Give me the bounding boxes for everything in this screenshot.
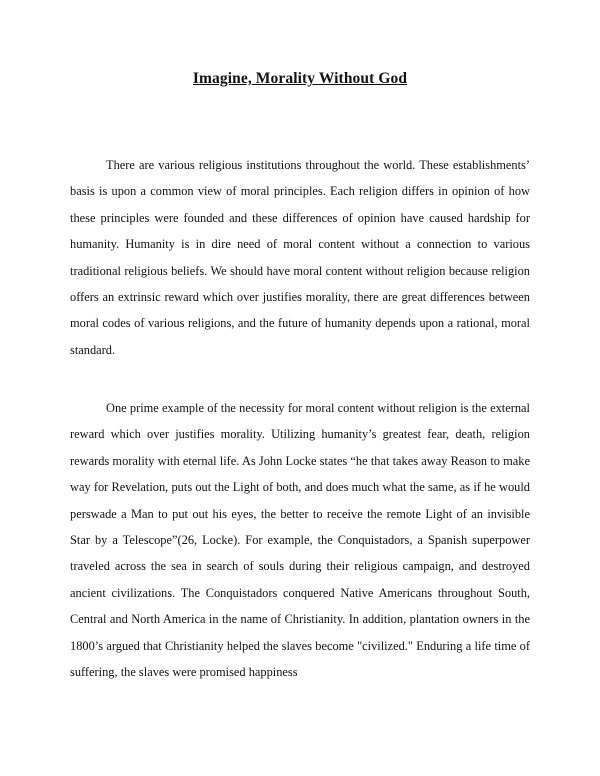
document-title: Imagine, Morality Without God [192, 70, 408, 87]
paragraph-1: There are various religious institutions throughout the world. These establishments’ basis is upon a common view of moral principles. Each religion differs in opinion of how these principles were founded and these differences of opinion have caused hardship for humanity. Humanity is in dire need of moral content without a connection to various traditional religious beliefs. We should have moral content without religion because religion offers an extrinsic reward which over justifies morality, there are great differences between moral codes of various religions, and the future of humanity depends upon a rational, moral standard. [70, 158, 530, 357]
paragraph-2: One prime example of the necessity for moral content without religion is the external reward which over justifies morality. Utilizing humanity’s greatest fear, death, religion rewards morality with eternal life. As John Locke states “he that takes away Reason to make way for Revelation, puts out the Light of both, and does much what the same, as if he would perswade a Man to put out his eyes, the better to receive the remote Light of an invisible Star by a Telescope”(26, Locke). For example, the Conquistadors, a Spanish superpower traveled across the sea in search of souls during their religious campaign, and destroyed ancient civilizations. The Conquistadors conquered Native Americans throughout South, Central and North America in the name of Christianity. In addition, plantation owners in the 1800’s argued that Christianity helped the slaves become "civilized." Enduring a life time of suffering, the slaves were promised happiness [70, 401, 530, 680]
